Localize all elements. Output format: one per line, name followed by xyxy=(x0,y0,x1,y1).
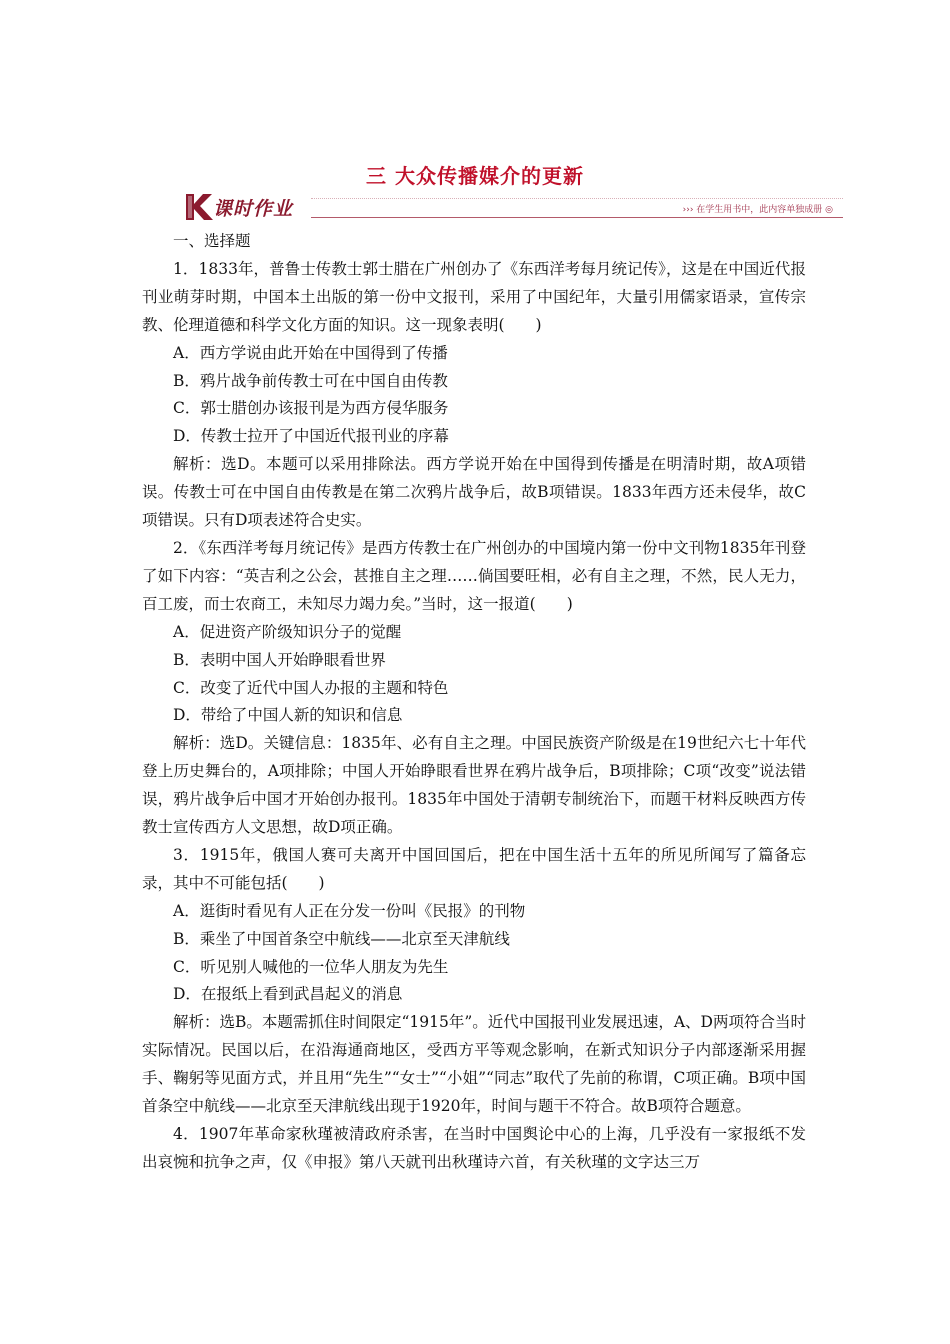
k-logo-icon xyxy=(183,192,215,222)
homework-banner xyxy=(183,192,843,222)
question-3-option-d: D．在报纸上看到武昌起义的消息 xyxy=(173,985,403,1004)
question-3-option-c: C．听见别人喊他的一位华人朋友为先生 xyxy=(173,957,449,976)
question-2-stem: 2．《东西洋考每月统记传》是西方传教士在广州创办的中国境内第一份中文刊物1835年刊登了如下内容：“英吉利之公会，甚推自主之理……倘国要旺相，必有自主之理，不然，民人无力，百工废，而士农商工，未知尽力竭力矣。”当时，这一报道( ) xyxy=(142,538,806,613)
question-2-analysis: 解析：选D。关键信息：1835年、必有自主之理。中国民族资产阶级是在19世纪六七十年代登上历史舞台的，A项排除；中国人开始睁眼看世界在鸦片战争后，B项排除；C项“改变”说法错误，鸦片战争后中国才开始创办报刊。1835年中国处于清朝专制统治下，而题干材料反映西方传教士宣传西方人文思想，故D项正确。 xyxy=(142,734,806,837)
section-heading: 一、选择题 xyxy=(173,232,251,250)
question-1-option-b: B．鸦片战争前传教士可在中国自由传教 xyxy=(173,371,448,390)
question-4-stem: 4．1907年革命家秋瑾被清政府杀害，在当时中国舆论中心的上海，几乎没有一家报纸不发出哀惋和抗争之声，仅《申报》第八天就刊出秋瑾诗六首，有关秋瑾的文字达三万 xyxy=(142,1125,806,1171)
question-1-option-c: C．郭士腊创办该报刊是为西方侵华服务 xyxy=(173,399,449,418)
document-body xyxy=(142,228,806,1177)
banner-note: ››› 在学生用书中，此内容单独成册 ◎ xyxy=(682,205,833,215)
banner-label: 课时作业 xyxy=(213,198,294,220)
question-2-option-d: D．带给了中国人新的知识和信息 xyxy=(173,706,403,725)
question-3-option-a: A．逛街时看见有人正在分发一份叫《民报》的刊物 xyxy=(173,901,526,920)
question-1-stem: 1．1833年，普鲁士传教士郭士腊在广州创办了《东西洋考每月统记传》，这是在中国近代报刊业萌芽时期，中国本土出版的第一份中文报刊，采用了中国纪年，大量引用儒家语录，宣传宗教、伦理道德和科学文化方面的知识。这一现象表明( ) xyxy=(142,259,806,334)
question-2-option-c: C．改变了近代中国人办报的主题和特色 xyxy=(173,678,449,697)
question-1-option-a: A．西方学说由此开始在中国得到了传播 xyxy=(173,343,448,362)
question-3-option-b: B．乘坐了中国首条空中航线——北京至天津航线 xyxy=(173,929,510,948)
banner-rule xyxy=(311,217,843,218)
question-2-option-b: B．表明中国人开始睁眼看世界 xyxy=(173,650,386,669)
question-3-stem: 3．1915年，俄国人赛可夫离开中国回国后，把在中国生活十五年的所见所闻写了篇备忘录，其中不可能包括( ) xyxy=(142,845,806,892)
question-2-option-a: A．促进资产阶级知识分子的觉醒 xyxy=(173,622,402,641)
banner-dotted-rule xyxy=(311,198,843,199)
page-title: 三 大众传播媒介的更新 xyxy=(366,164,584,188)
question-1-analysis: 解析：选D。本题可以采用排除法。西方学说开始在中国得到传播是在明清时期，故A项错误。传教士可在中国自由传教是在第二次鸦片战争后，故B项错误。1833年西方还未侵华，故C项错误。只有D项表述符合史实。 xyxy=(142,455,806,530)
question-3-analysis: 解析：选B。本题需抓住时间限定“1915年”。近代中国报刊业发展迅速，A、D两项符合当时实际情况。民国以后，在沿海通商地区，受西方平等观念影响，在新式知识分子内部逐渐采用握手、鞠躬等见面方式，并且用“先生”“女士”“小姐”“同志”取代了先前的称谓，C项正确。B项中国首条空中航线——北京至天津航线出现于1920年，时间与题干不符合。故B项符合题意。 xyxy=(142,1013,806,1116)
question-1-option-d: D．传教士拉开了中国近代报刊业的序幕 xyxy=(173,427,449,446)
